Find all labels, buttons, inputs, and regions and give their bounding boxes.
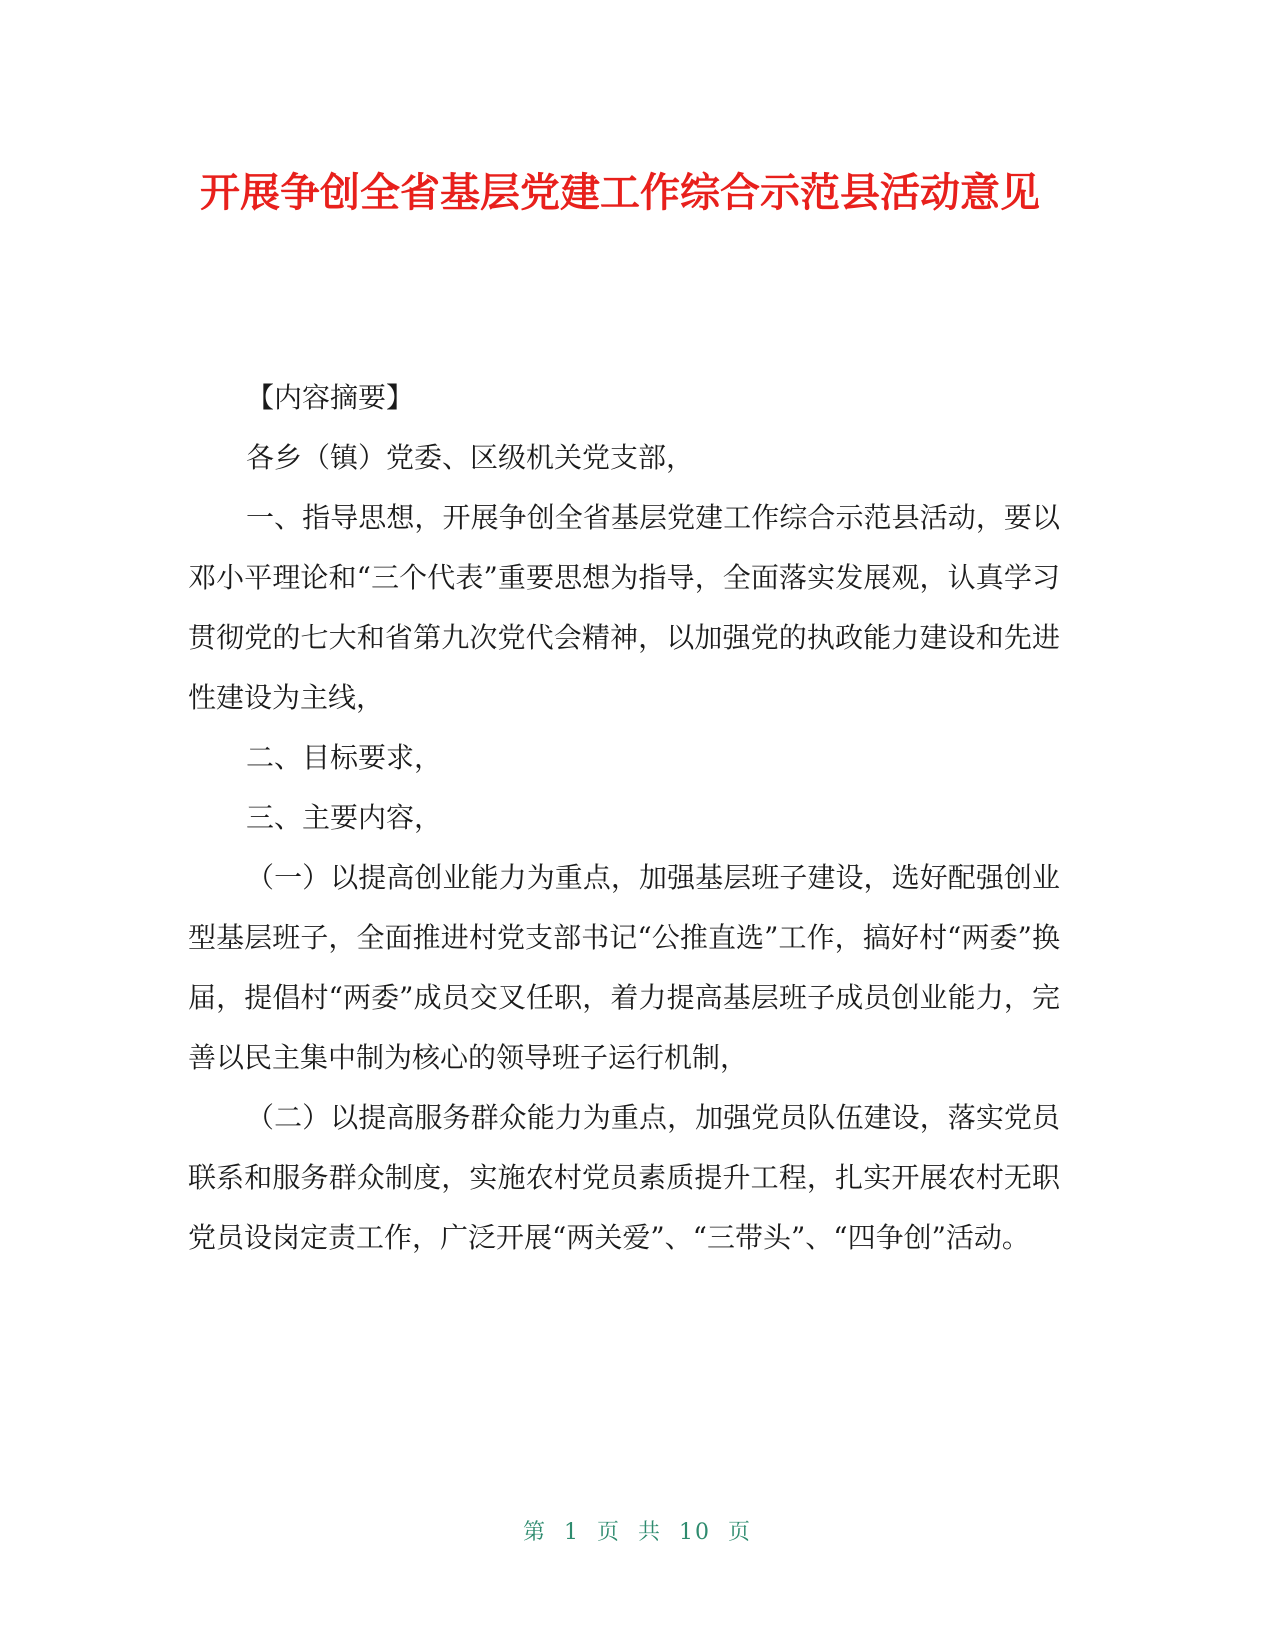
paragraph-main-content-heading: 三、主要内容，	[246, 801, 443, 834]
paragraph-guiding-ideology: 一、指导思想，开展争创全省基层党建工作综合示范县活动，要以邓小平理论和“三个代表”重要思想为指导，全面落实发展观，认真学习贯彻党的七大和省第九次党代会精神，以加强党的执政能力建设和先进性建设为主线，	[188, 501, 1060, 714]
paragraph-summary-heading: 【内容摘要】	[246, 381, 415, 414]
paragraph-item-one: （一）以提高创业能力为重点，加强基层班子建设，选好配强创业型基层班子，全面推进村党支部书记“公推直选”工作，搞好村“两委”换届，提倡村“两委”成员交叉任职，着力提高基层班子成员创业能力，完善以民主集中制为核心的领导班子运行机制，	[188, 861, 1060, 1074]
paragraph-salutation: 各乡（镇）党委、区级机关党支部，	[246, 441, 695, 474]
paragraph-item-two: （二）以提高服务群众能力为重点，加强党员队伍建设，落实党员联系和服务群众制度，实施农村党员素质提升工程，扎实开展农村无职党员设岗定责工作，广泛开展“两关爱”、“三带头”、“四争创”活动。	[188, 1101, 1060, 1254]
document-title: 开展争创全省基层党建工作综合示范县活动意见	[200, 170, 1040, 216]
paragraph-goals-heading: 二、目标要求，	[246, 741, 443, 774]
page-number-footer: 第 1 页 共 10 页	[523, 1520, 752, 1545]
document-body	[188, 368, 1060, 1268]
